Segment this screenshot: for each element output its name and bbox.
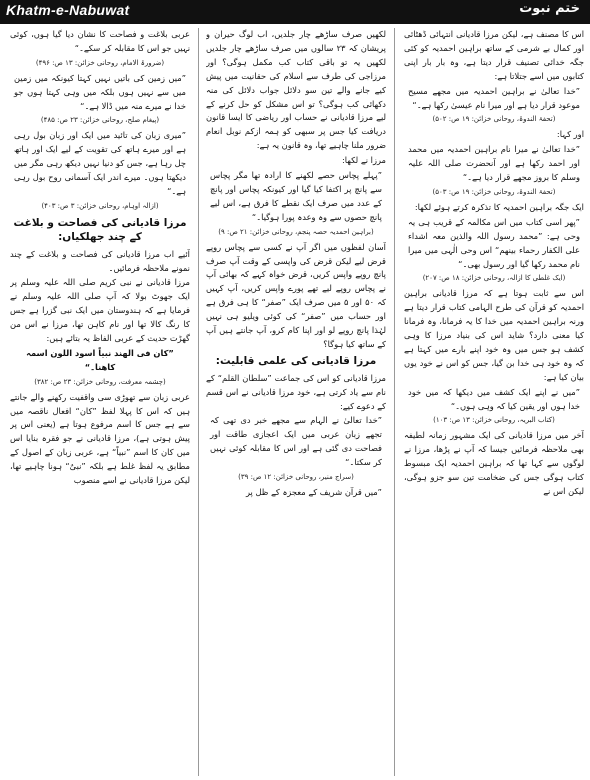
quote-text: ”خدا تعالیٰ نے براہین احمدیہ میں مجھے مسیح موعود قرار دیا ہے اور میرا نام عیسیٰ رکھا ہے۔“: [408, 85, 580, 110]
paragraph: مرزا قادیانی نے نبی کریم صلی اللہ علیہ وسلم پر ایک جھوٹ بولا کہ آپ صلی اللہ علیہ وسلم نے فرمایا ہے کہ ہندوستان میں ایک نبی گزرا ہے جس کا رنگ کالا تھا اور نام کاہن تھا، مرزا نے اس من گھڑت حدیث کے عربی الفاظ یہ بتائے ہیں:: [10, 277, 190, 344]
paragraph: لکھیں صرف ساڑھے چار جلدیں، اب لوگ حیران و پریشان کہ ۲۳ سالوں میں صرف ساڑھے چار جلدیں لکھیں یہ تو باقی کتاب کب مکمل ہوگی؟ اور مرزاجی کی طرف سے اسلام کی حقانیت میں پیش کیے جانے والے تین سو دلائل جواب دلائل کی منہ دکھائی کب ہوگی؟ تو اس مشکل کو حل کرنے کے لیے مرزا قادیانی نے حساب اور ریاضی کا ایسا قانون دریافت کیا جس پر سبھی کو ہمہ ازکم نوبل انعام ضرور ملنا چاہیے تھا، وہ قانون یہ ہے:: [206, 29, 386, 151]
citation-reference: (ضرورۃ الامام، روحانی خزائن: ۱۳ ص: ۴۹۶): [35, 58, 165, 67]
quote-text: ”میں زمین کی باتیں نہیں کہتا کیونکہ میں زمین میں سے نہیں ہوں بلکہ میں وہی کہتا ہوں جو خدا نے میرے منہ میں ڈالا ہے۔“: [14, 72, 186, 111]
citation-reference: (ازالہ اوہام، روحانی خزائن: ۳ ص: ۴۰۳): [41, 201, 159, 210]
paragraph: مرزا نے لکھا:: [341, 155, 386, 166]
quote-text: ”خدا تعالیٰ نے میرا نام براہین احمدیہ میں محمد اور احمد رکھا ہے اور آنحضرت صلی اللہ علیہ وسلم کا بروز مجھے قرار دیا ہے۔“: [408, 144, 580, 183]
paragraph: مرزا قادیانی کو اس کی جماعت ”سلطان القلم“ کے نام سے یاد کرتی ہے، خود مرزا قادیانی نے اس قسم کے دعوے کیے:: [206, 372, 386, 411]
citation-reference: (چشمہ معرفت، روحانی خزائن: ۲۳ ص: ۳۸۲): [34, 377, 166, 386]
header-title-urdu: ختم نبوت: [519, 1, 580, 16]
quote-text: ”پہلے پچاس حصے لکھنے کا ارادہ تھا مگر پچاس سے پانچ پر اکتفا کیا گیا اور کیونکہ پچاس اور پانچ کے عدد میں صرف ایک نقطے کا فرق ہے، اس لیے پانچ حصوں سے وہ وعدہ پورا ہوگیا۔“: [210, 170, 382, 222]
citation-reference: (تحفۃ الندوۃ، روحانی خزائن: ۱۹ ص: ۵۰۳): [432, 187, 556, 196]
column-divider: [394, 28, 395, 776]
page-header: [0, 0, 590, 22]
citation-reference: (تحفۃ الندوۃ، روحانی خزائن: ۱۹ ص: ۵۰۲): [432, 115, 556, 124]
quote-text: ”میں قرآن شریف کے معجزہ کے ظل پر: [245, 487, 382, 497]
citation-reference: (کتاب البریہ، روحانی خزائن: ۱۳ ص: ۱۰۳): [433, 416, 555, 425]
paragraph: آئیے اب مرزا قادیانی کی فصاحت و بلاغت کے چند نمونے ملاحظہ فرمائیں۔: [10, 248, 190, 273]
header-title-english: Khatm-e-Nabuwat: [6, 2, 130, 18]
quote-text: ”خدا تعالیٰ نے الہام سے مجھے خبر دی تھی کہ تجھے زبان عربی میں ایک اعجازی طاقت اور فصاحت دی گئی ہے اور اس کا مقابلہ کوئی نہیں کر سکتا۔“: [210, 415, 382, 468]
paragraph: عربی زبان سے تھوڑی سی واقفیت رکھنے والے جانتے ہیں کہ اس کا پہلا لفظ ”کان“ افعال ناقصہ میں سے ہے جس کا اسم مرفوع ہوتا ہے (یعنی اس پر پیش ہوتی ہے)، مرزا قادیانی نے جو فقرہ بنایا اس میں کان کا اسم ”نبیاً“ ہے، عربی زبان کے اصول کے مطابق یہ لفظ غلط ہے بلکہ ”نبیٌ“ ہونا چاہیے تھا، لیکن مرزا قادیانی نے اسے منصوب: [10, 391, 190, 486]
column-right: [404, 28, 584, 776]
paragraph: آسان لفظوں میں اگر آپ نے کسی سے پچاس روپے قرض لیے لیکن قرض کی واپسی کے وقت آپ صرف پانچ روپے واپس کریں، قرض خواہ کہے کہ بھائی آپ نے پچاس روپے لیے تھے پورے واپس کریں، آپ کہیں کہ ۵۰ اور ۵ میں صرف ایک ”صفر“ کا ہی فرق ہے اور حساب میں ”صفر“ کی کوئی ویلیو ہی نہیں لہٰذا پانچ روپے لو اور اپنا کام کرو، آپ جانتے ہیں آپ کے ساتھ کیا ہوگا؟: [206, 241, 386, 349]
header-rule: [0, 22, 590, 24]
arabic-quote: ”کان فی الھند نبیاً اسود اللون اسمہ کاھنا۔“: [26, 347, 174, 372]
quote-text: ”پھر اسی کتاب میں اس مکالمہ کے قریب ہی یہ وحی ہے: ”محمد رسول اللہ والذین معہ اشداء علی الکفار رحماء بینھم“ اس وحی الٰہی میں میرا نام محمد رکھا گیا اور رسول بھی۔“: [408, 216, 580, 269]
citation-reference: (براہین احمدیہ حصہ پنجم، روحانی خزائن: ۲۱ ص: ۹): [218, 227, 374, 236]
paragraph: اس کا مصنف ہے، لیکن مرزا قادیانی انتہائی ڈھٹائی اور کمال بے شرمی کے ساتھ براہین احمدیہ کو کئی جگہ خدائی تصنیف قرار دیتا ہے، وہ بار بار اپنی کتابوں میں اسے جتلاتا ہے:: [404, 29, 584, 81]
citation-reference: (سراج منیر، روحانی خزائن: ۱۲ ص: ۳۹): [238, 473, 354, 482]
citation-reference: (پیغام صلح، روحانی خزائن: ۲۳ ص: ۴۸۵): [40, 116, 160, 125]
column-divider: [198, 28, 199, 776]
paragraph: اور کہا:: [556, 129, 584, 140]
quote-text: ”میں نے اپنے ایک کشف میں دیکھا کہ میں خود خدا ہوں اور یقین کیا کہ وہی ہوں۔“: [408, 386, 580, 411]
citation-reference: (ایک غلطی کا ازالہ، روحانی خزائن: ۱۸ ص: ۲۰۷): [422, 274, 566, 283]
quote-text: ”میری زبان کی تائید میں ایک اور زبان بول رہی ہے اور میرے ہاتھ کی تقویت کے لیے ایک اور ہاتھ چل رہا ہے، جس کو دنیا نہیں دیکھ رہی مگر میں دیکھتا ہوں۔ میرے اندر ایک آسمانی روح بول رہی ہے۔“: [14, 130, 186, 196]
paragraph: آخر میں مرزا قادیانی کی ایک مشہور زمانہ لطیفہ بھی ملاحظہ فرمائیں جیسا کہ آپ نے پڑھا، مرزا نے لوگوں سے کہا تھا کہ براہین احمدیہ ایک مبسوط کتاب ہوگی جس کی ضخامت تین سو جزو ہوگی، لیکن اس نے: [404, 430, 584, 496]
section-heading: مرزا قادیانی کی علمی قابلیت:: [215, 354, 377, 367]
paragraph: ایک جگہ براہین احمدیہ کا تذکرہ کرتے ہوئے لکھا:: [414, 201, 584, 212]
paragraph: عربی بلاغت و فصاحت کا نشان دیا گیا ہوں، کوئی نہیں جو اس کا مقابلہ کر سکے۔“: [10, 29, 190, 53]
column-middle: [206, 28, 386, 776]
paragraph: اس سے ثابت ہوتا ہے کہ مرزا قادیانی براہین احمدیہ کو قرآن کی طرح الہامی کتاب قرار دیتا ہے ورنہ براہین احمدیہ میں خدا کا یہ فرمانا، وہ فرمانا کیا معنی دارد؟ شاید اس کی بنیاد مرزا کا وہی کشف ہو جس میں وہ خود اپنے بارے میں کہتا ہے کہ وہ خود ہی خدا بن گیا، جس کو اس نے خود یوں بیان کیا ہے:: [404, 288, 584, 382]
section-heading: مرزا قادیانی کی فصاحت و بلاغت کے چند جھلکیاں:: [13, 216, 187, 243]
column-left: [10, 28, 190, 776]
